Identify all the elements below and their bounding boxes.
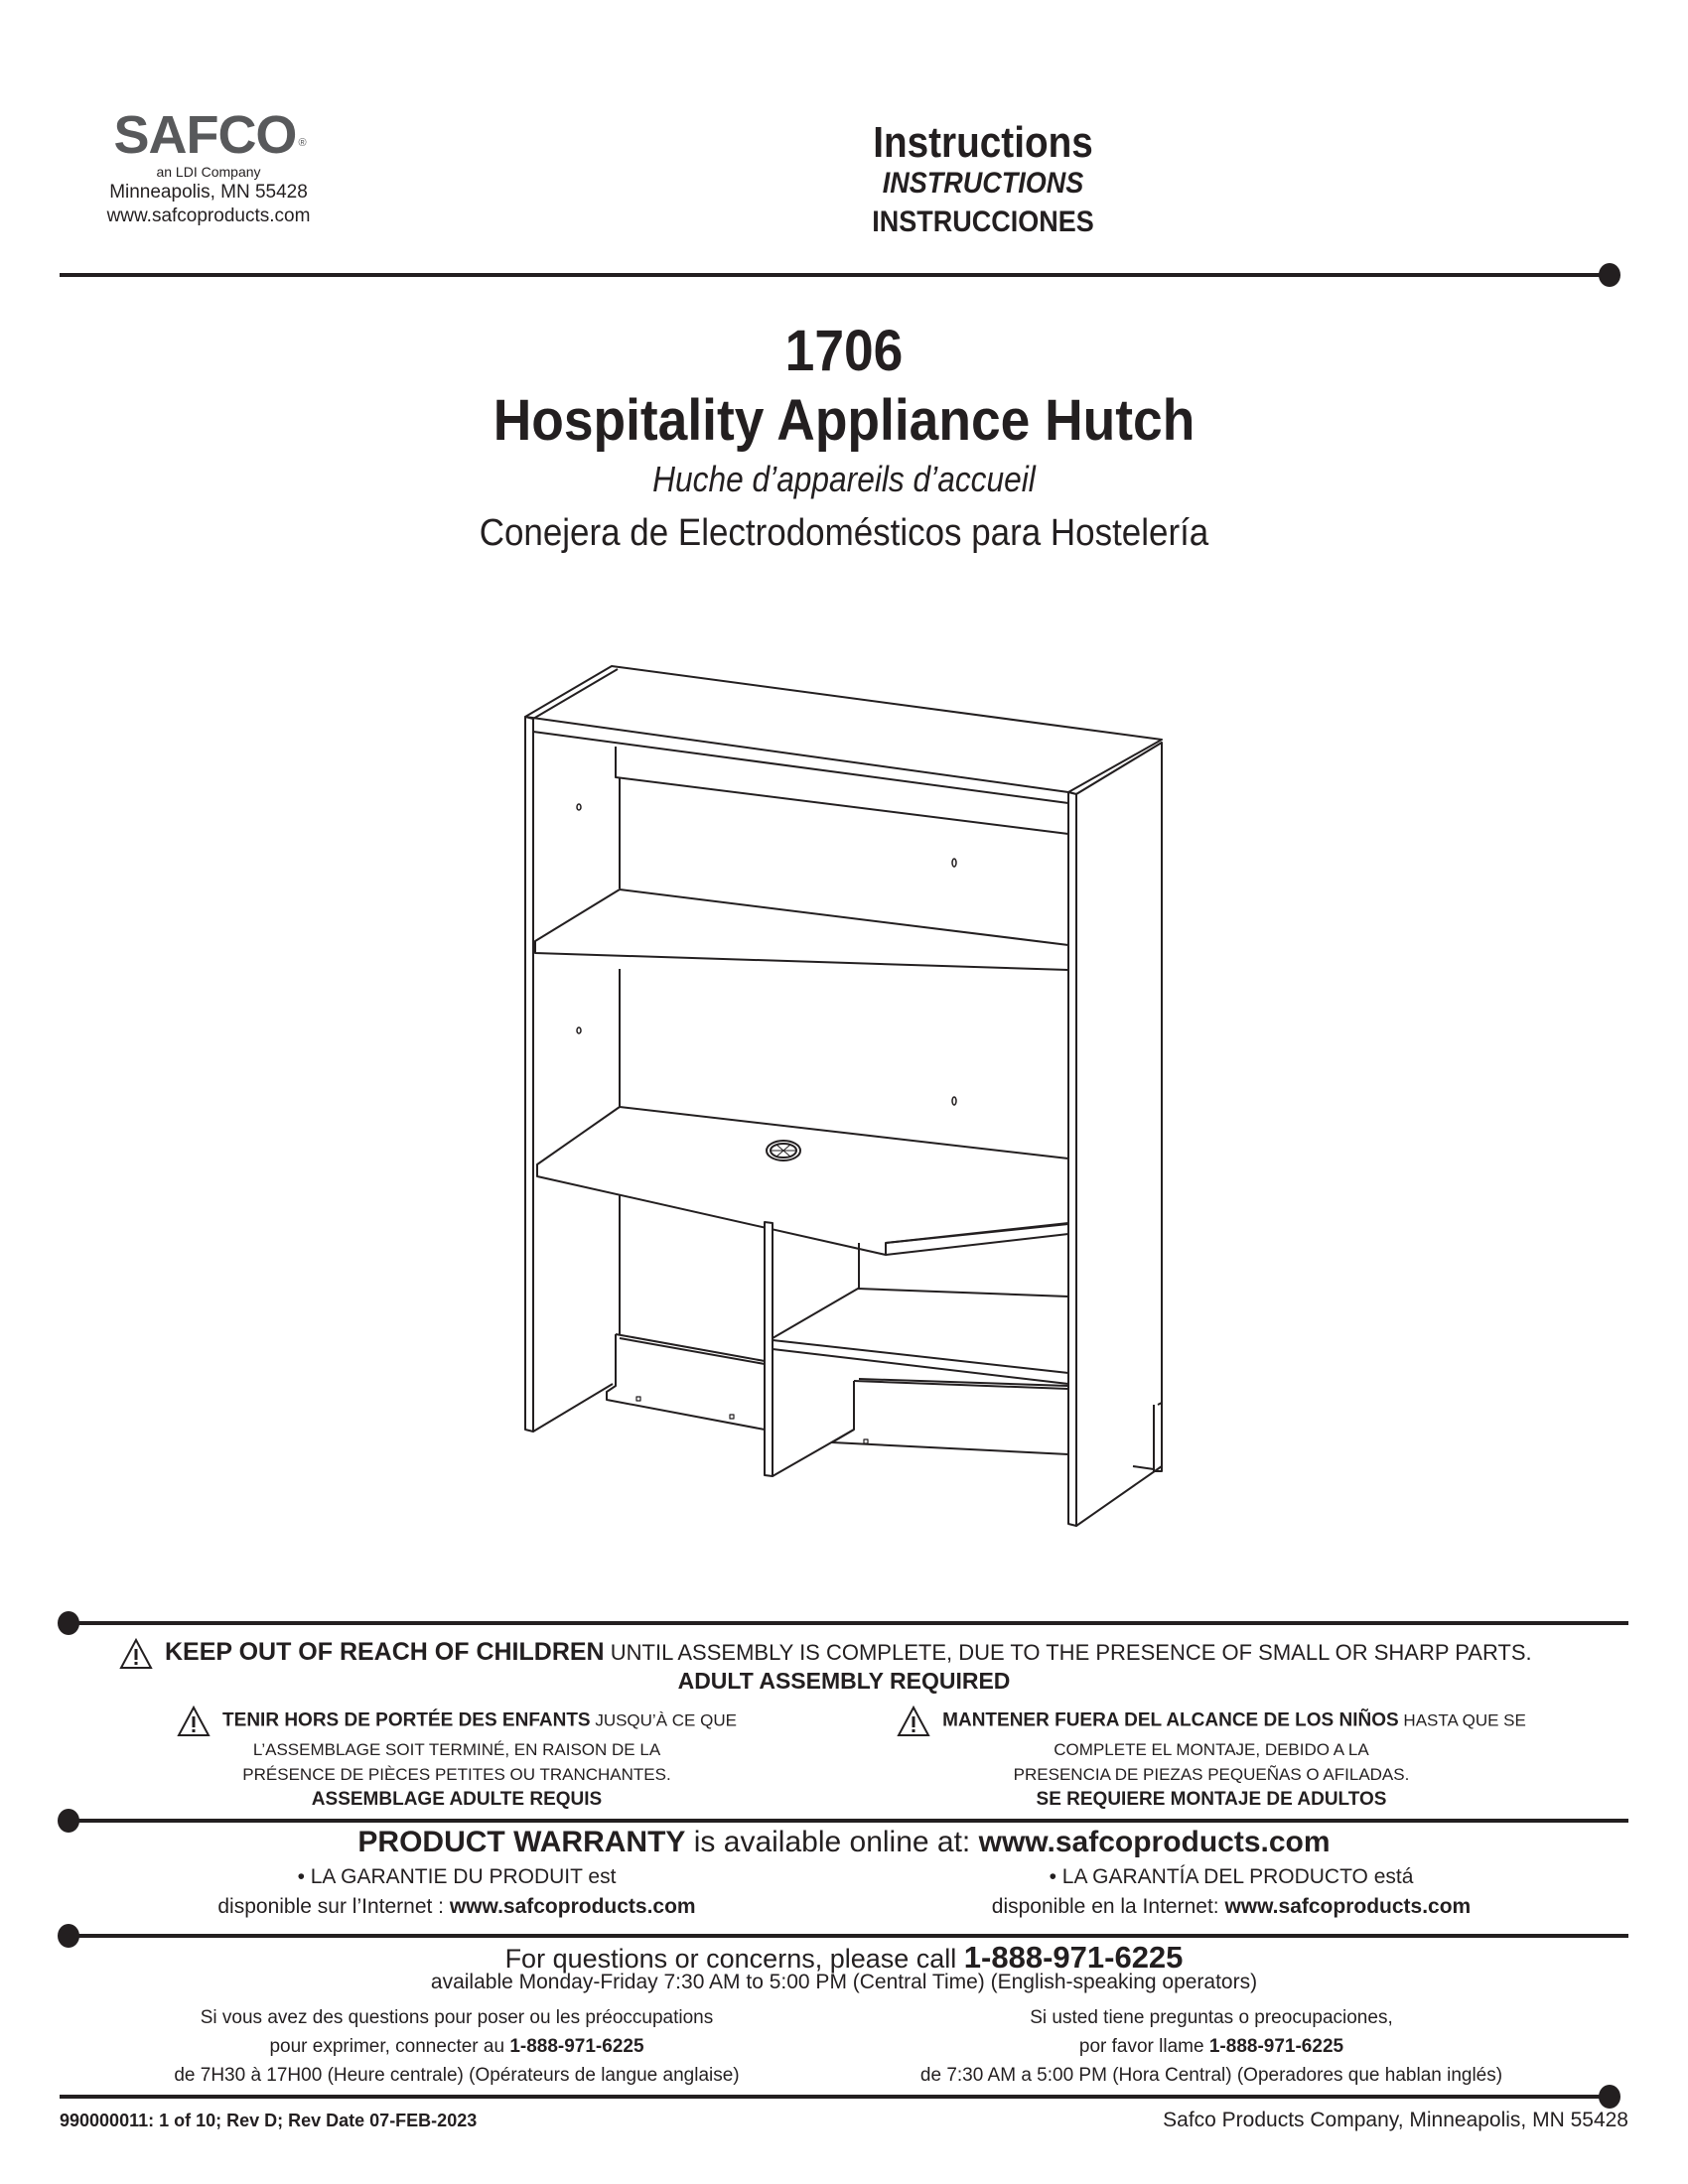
divider-dot-icon bbox=[1599, 2085, 1620, 2109]
logo-website: www.safcoproducts.com bbox=[106, 205, 311, 226]
contact-prompt: For questions or concerns, please call bbox=[504, 1944, 964, 1974]
hutch-cabinet-illustration bbox=[516, 635, 1192, 1549]
safco-logo bbox=[60, 107, 357, 163]
warning-headline-en: KEEP OUT OF REACH OF CHILDREN bbox=[165, 1638, 605, 1666]
warranty-es-line-2: disponible en la Internet: bbox=[991, 1895, 1225, 1918]
warning-triangle-icon bbox=[177, 1706, 211, 1737]
warning-body-es-2: COMPLETE EL MONTAJE, DEBIDO A LA bbox=[1054, 1740, 1369, 1759]
instructions-header bbox=[784, 119, 1182, 244]
warranty-fr bbox=[109, 1862, 804, 1922]
instructions-title-en: Instructions bbox=[873, 118, 1093, 167]
contact-es-phone[interactable]: 1-888-971-6225 bbox=[1208, 2036, 1344, 2057]
warning-headline-es: MANTENER FUERA DEL ALCANCE DE LOS NIÑOS bbox=[942, 1709, 1399, 1731]
logo-tagline: an LDI Company bbox=[156, 164, 261, 180]
company-info: Safco Products Company, Minneapolis, MN 55428 bbox=[1163, 2109, 1628, 2131]
warranty-text: is available online at: bbox=[685, 1826, 979, 1858]
contact-hours: available Monday-Friday 7:30 AM to 5:00 PM (Central Time) (English-speaking operators) bbox=[430, 1971, 1258, 1993]
contact-fr-line-2: pour exprimer, connecter au bbox=[269, 2036, 510, 2057]
warning-body-fr-3: PRÉSENCE DE PIÈCES PETITES OU TRANCHANTES. bbox=[242, 1765, 671, 1784]
contact-es-line-3: de 7:30 AM a 5:00 PM (Hora Central) (Operadores que hablan inglés) bbox=[919, 2065, 1503, 2086]
contact-fr bbox=[109, 2003, 804, 2090]
contact-es-line-1: Si usted tiene preguntas o preocupaciones, bbox=[1030, 2007, 1393, 2028]
instructions-title-fr: INSTRUCTIONS bbox=[882, 167, 1084, 200]
contact-en bbox=[0, 1940, 1688, 1975]
warning-divider bbox=[70, 1621, 1628, 1625]
adult-assembly-required-en: ADULT ASSEMBLY REQUIRED bbox=[677, 1668, 1011, 1694]
registered-mark: ® bbox=[298, 137, 306, 149]
warning-body-fr-2: L’ASSEMBLAGE SOIT TERMINÉ, EN RAISON DE LA bbox=[252, 1740, 661, 1759]
safco-logo-block bbox=[60, 107, 357, 228]
warning-es bbox=[864, 1706, 1559, 1812]
warranty-fr-line-2: disponible sur l’Internet : bbox=[217, 1895, 450, 1918]
adult-assembly-required-fr: ASSEMBLAGE ADULTE REQUIS bbox=[311, 1789, 603, 1810]
header-divider bbox=[60, 273, 1609, 277]
logo-address: Minneapolis, MN 55428 bbox=[109, 182, 308, 203]
adult-assembly-required-es: SE REQUIERE MONTAJE DE ADULTOS bbox=[1036, 1789, 1387, 1810]
warranty-fr-line-1: • LA GARANTIE DU PRODUIT est bbox=[297, 1865, 617, 1888]
contact-es bbox=[864, 2003, 1559, 2090]
product-name-en: Hospitality Appliance Hutch bbox=[492, 388, 1196, 453]
warranty-es-line-1: • LA GARANTÍA DEL PRODUCTO está bbox=[1049, 1865, 1414, 1888]
contact-es-line-2: por favor llame bbox=[1078, 2036, 1209, 2057]
warranty-divider bbox=[70, 1819, 1628, 1823]
contact-fr-line-1: Si vous avez des questions pour poser ou les préoccupations bbox=[200, 2007, 714, 2028]
warning-body-en: UNTIL ASSEMBLY IS COMPLETE, DUE TO THE PRESENCE OF SMALL OR SHARP PARTS. bbox=[604, 1640, 1532, 1665]
warning-headline-fr: TENIR HORS DE PORTÉE DES ENFANTS bbox=[222, 1709, 591, 1731]
contact-divider bbox=[70, 1934, 1628, 1938]
warranty-es bbox=[884, 1862, 1579, 1922]
brand-name: SAFCO bbox=[113, 105, 297, 165]
divider-dot-icon bbox=[1599, 263, 1620, 287]
footer-divider bbox=[60, 2095, 1609, 2099]
warranty-headline: PRODUCT WARRANTY bbox=[357, 1826, 686, 1858]
warning-body-es-1: HASTA QUE SE bbox=[1398, 1710, 1526, 1730]
contact-fr-phone[interactable]: 1-888-971-6225 bbox=[509, 2036, 644, 2057]
product-name-fr: Huche d’appareils d’accueil bbox=[652, 459, 1036, 499]
warning-fr bbox=[109, 1706, 804, 1812]
warning-body-es-3: PRESENCIA DE PIEZAS PEQUEÑAS O AFILADAS. bbox=[1013, 1765, 1410, 1784]
product-name-es: Conejera de Electrodomésticos para Hostelería bbox=[479, 512, 1209, 554]
contact-phone[interactable]: 1-888-971-6225 bbox=[963, 1940, 1184, 1975]
warning-triangle-icon bbox=[897, 1706, 930, 1737]
warranty-link[interactable]: www.safcoproducts.com bbox=[978, 1826, 1331, 1858]
instructions-title-es: INSTRUCCIONES bbox=[872, 205, 1094, 238]
model-number: 1706 bbox=[784, 319, 904, 383]
document-info: 990000011: 1 of 10; Rev D; Rev Date 07-FEB-2023 bbox=[60, 2111, 478, 2130]
warranty-en bbox=[0, 1825, 1688, 1860]
contact-fr-line-3: de 7H30 à 17H00 (Heure centrale) (Opérateurs de langue anglaise) bbox=[174, 2065, 740, 2086]
warranty-fr-link[interactable]: www.safcoproducts.com bbox=[449, 1895, 696, 1918]
warranty-es-link[interactable]: www.safcoproducts.com bbox=[1224, 1895, 1472, 1918]
warning-body-fr-1: JUSQU’À CE QUE bbox=[590, 1710, 737, 1730]
